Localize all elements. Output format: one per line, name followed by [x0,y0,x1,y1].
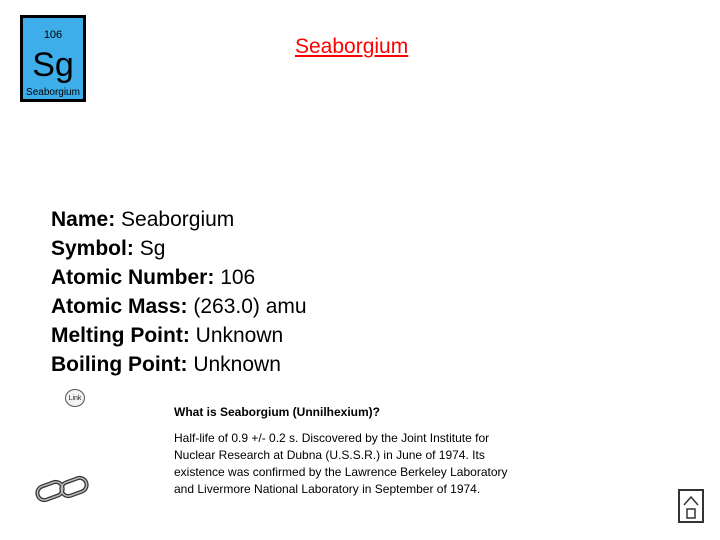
element-name: Seaborgium [26,87,80,98]
fact-label: Melting Point: [51,324,190,347]
element-facts [51,205,307,379]
fact-value: (263.0) amu [193,295,307,318]
fact-atomic-number [51,263,307,292]
home-button[interactable] [678,489,704,523]
fact-label: Boiling Point: [51,353,188,376]
element-tile [20,15,86,102]
fact-label: Name: [51,208,116,231]
page-title: Seaborgium [295,35,409,58]
fact-symbol [51,234,307,263]
fact-atomic-mass [51,292,307,321]
link-button[interactable]: Link [65,389,85,407]
element-description: Half-life of 0.9 +/- 0.2 s. Discovered by the Joint Institute for Nuclear Research at Dubna (U.S.S.R.) in June of 1974. Its existence was confirmed by the Lawrence Berkeley Laboratory and Livermore National Laboratory in September of 1974. [174,431,508,496]
fact-label: Atomic Mass: [51,295,188,318]
home-icon [680,491,702,521]
fact-boiling-point [51,350,307,379]
fact-value: Unknown [195,324,284,347]
atomic-number: 106 [43,29,63,41]
element-symbol: Sg [32,46,74,84]
fact-value: Unknown [193,353,281,376]
question-heading: What is Seaborgium (Unnilhexium)? [174,405,381,419]
fact-value: 106 [220,266,256,289]
fact-value: Sg [139,237,166,260]
fact-name [51,205,307,234]
fact-label: Atomic Number: [51,266,215,289]
fact-value: Seaborgium [121,208,235,231]
chain-link-icon[interactable] [33,470,93,510]
fact-melting-point [51,321,307,350]
fact-label: Symbol: [51,237,134,260]
